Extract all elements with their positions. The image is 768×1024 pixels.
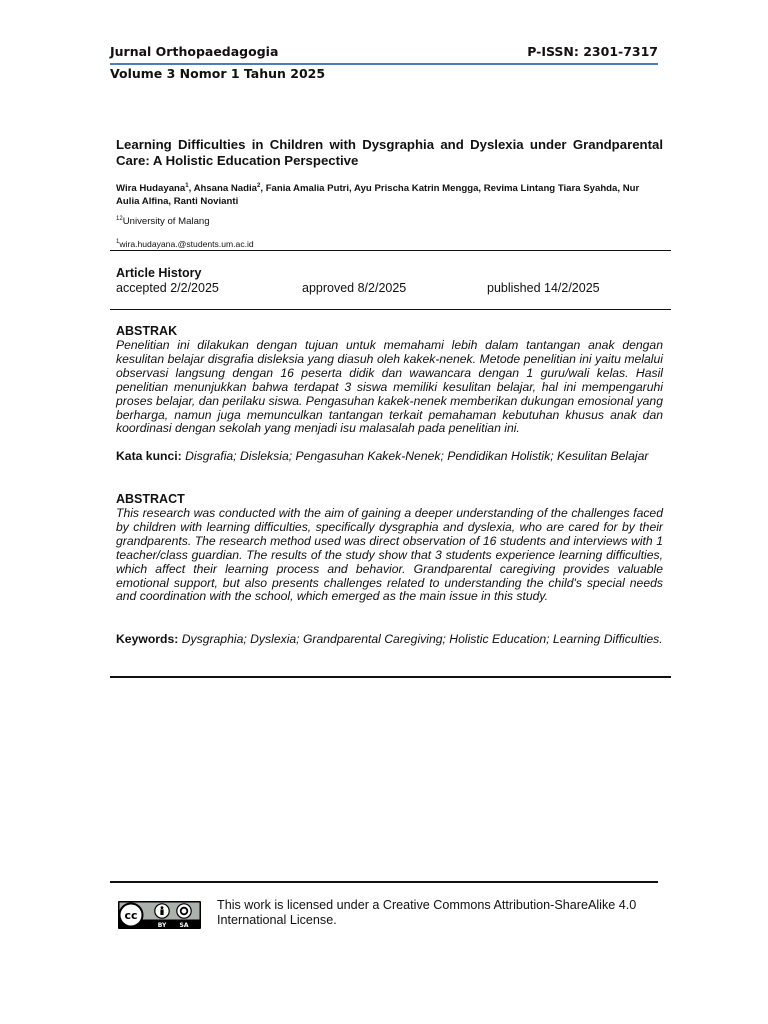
- author-name: Ahsana Nadia: [193, 183, 258, 194]
- author-names-rest: , Fania Amalia Putri, Ayu Prischa Katrin Mengga, Revima Lintang Tiara Syahda, Nur Aulia Alfina, Ranti Novianti: [116, 183, 640, 207]
- license-text: This work is licensed under a Creative Commons Attribution-ShareAlike 4.0 International License.: [217, 898, 637, 927]
- abstrak-heading: ABSTRAK: [116, 324, 178, 338]
- published-date: published 14/2/2025: [487, 281, 600, 295]
- running-header: [110, 44, 658, 60]
- kata-kunci: [116, 450, 663, 464]
- sa-icon: SA: [179, 922, 189, 929]
- author-separator: ,: [188, 183, 194, 194]
- section-divider: [110, 676, 671, 678]
- affiliation-superscript: 12: [116, 215, 123, 222]
- issn: P-ISSN: 2301-7317: [527, 44, 658, 59]
- by-icon: BY: [157, 922, 167, 929]
- keywords-value: Dysgraphia; Dyslexia; Grandparental Caregiving; Holistic Education; Learning Difficulties.: [181, 632, 663, 646]
- cc-icon: cc: [124, 909, 138, 923]
- author-superscript: 1: [185, 182, 189, 189]
- email-superscript: 1: [116, 239, 120, 246]
- kata-kunci-label: Kata kunci:: [116, 449, 182, 463]
- keywords: [116, 632, 663, 647]
- affiliation-text: University of Malang: [122, 216, 210, 227]
- abstract-heading: ABSTRACT: [116, 492, 185, 506]
- footer-divider: [110, 881, 658, 883]
- approved-date: approved 8/2/2025: [302, 281, 407, 295]
- kata-kunci-value: Disgrafia; Disleksia; Pengasuhan Kakek-Nenek; Pendidikan Holistik; Kesulitan Belajar: [185, 449, 649, 463]
- header-divider: [110, 63, 658, 65]
- author-list: [116, 182, 663, 208]
- journal-name: Jurnal Orthopaedagogia: [110, 44, 279, 59]
- author-superscript: 2: [257, 182, 261, 189]
- email-text: wira.hudayana.@students.um.ac.id: [119, 239, 254, 249]
- correspondence-email: [116, 239, 254, 249]
- article-history-title: Article History: [116, 266, 202, 280]
- keywords-label: Keywords:: [116, 632, 179, 646]
- volume-info: Volume 3 Nomor 1 Tahun 2025: [110, 66, 326, 81]
- author-name: Wira Hudayana: [116, 183, 186, 194]
- cc-by-sa-license-icon[interactable]: [118, 901, 201, 929]
- accepted-date: accepted 2/2/2025: [116, 281, 219, 295]
- affiliation: [116, 216, 210, 227]
- section-divider: [110, 250, 671, 251]
- article-title: Learning Difficulties in Children with Dysgraphia and Dyslexia under Grandparental Care: A Holistic Education Perspective: [116, 137, 663, 168]
- abstract-text: This research was conducted with the aim of gaining a deeper understanding of the challenges faced by children with learning difficulties, specifically dysgraphia and dyslexia, who are cared for by their grandparents. The research method used was direct observation of 16 students and interviews with 1 teacher/class guardian. The results of the study show that 3 students experience learning difficulties, which affect their learning process and behavior. Grandparental caregiving provides valuable emotional support, but also presents challenges related to understanding the child's special needs and coordination with the school, which emerged as the main issue in this study.: [116, 506, 663, 604]
- abstrak-text: Penelitian ini dilakukan dengan tujuan untuk memahami lebih dalam tantangan anak dengan kesulitan belajar disgrafia disleksia yang diasuh oleh kakek-nenek. Metode penelitian ini yaitu melalui observasi langsung dengan 16 peserta didik dan wawancara dengan 1 guru/wali kelas. Hasil penelitian menunjukkan bahwa terdapat 3 siswa memiliki kesulitan belajar, hal ini mempengaruhi proses belajar, dan perilaku siswa. Pengasuhan kakek-nenek memberikan dukungan emosional yang berharga, namun juga memunculkan tantangan terkait pemahaman kebutuhan khusus anak dan koordinasi dengan sekolah yang menjadi isu malasalah pada penelitian ini.: [116, 338, 663, 436]
- section-divider: [110, 309, 671, 310]
